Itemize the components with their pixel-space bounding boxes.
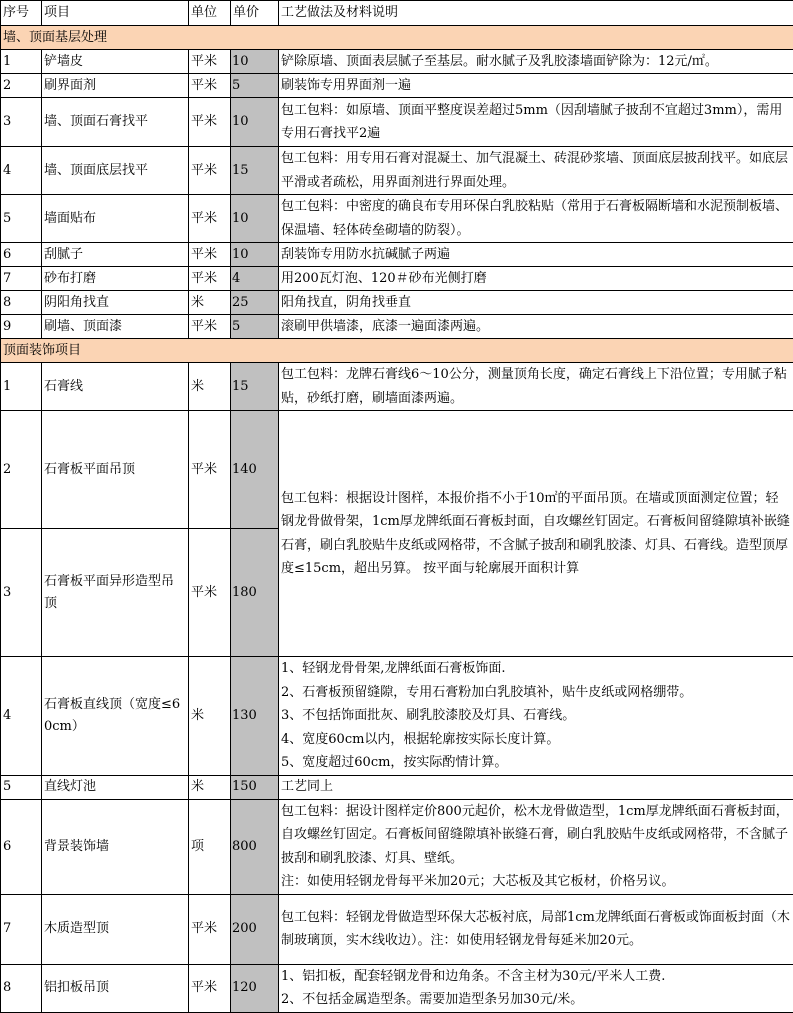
row-item: 墙、顶面底层找平 [42,147,189,195]
row-desc: 用200瓦灯泡、120＃砂布光侧打磨 [279,267,793,291]
desc-line: 2、不包括金属造型条。需要加造型条另加30元/米。 [281,988,791,1012]
row-unit: 平米 [189,98,231,147]
row-item: 直线灯池 [42,775,189,799]
section-title: 顶面装饰项目 [1,339,793,363]
row-desc [279,799,793,894]
row-no: 4 [1,147,42,195]
row-desc: 包工包料：中密度的确良布专用环保白乳胶粘贴（常用于石膏板隔断墙和水泥预制板墙、保温墙、轻体砖垒砌墙的防裂）。 [279,195,793,243]
row-desc: 阳角找直，阴角找垂直 [279,291,793,315]
desc-line: 注：如使用轻钢龙骨每平米加20元；大芯板及其它板材，价格另议。 [281,870,791,894]
row-desc: 包工包料：轻钢龙骨做造型环保大芯板衬底，局部1cm龙牌纸面石膏板或饰面板封面（木制玻璃顶，实木线收边）。注：如使用轻钢龙骨每延米加20元。 [279,894,793,964]
row-price: 140 [231,411,279,529]
table-row [1,267,793,291]
row-price: 10 [231,98,279,147]
row-no: 7 [1,894,42,964]
row-item: 石膏板直线顶（宽度≤60cm） [42,657,189,776]
row-item: 刷界面剂 [42,74,189,98]
row-no: 6 [1,243,42,267]
row-item: 刷墙、顶面漆 [42,315,189,339]
row-item: 铝扣板吊顶 [42,964,189,1012]
header-price: 单价 [231,1,279,26]
table-row [1,195,793,243]
header-no: 序号 [1,1,42,26]
desc-line: 包工包料：据设计图样定价800元起价，松木龙骨做造型，1cm厚龙牌纸面石膏板封面，自攻螺丝钉固定。石膏板间留缝隙填补嵌缝石膏，刷白乳胶贴牛皮纸或网格带，不含腻子披刮和刷乳胶漆、灯具、壁纸。 [281,800,791,871]
row-price: 10 [231,195,279,243]
header-row [1,1,793,26]
row-unit: 平米 [189,243,231,267]
row-unit: 平米 [189,315,231,339]
row-price: 800 [231,799,279,894]
row-item: 石膏板平面吊顶 [42,411,189,529]
row-desc: 包工包料：如原墙、顶面平整度误差超过5mm（因刮墙腻子披刮不宜超过3mm），需用专用石膏找平2遍 [279,98,793,147]
row-item: 砂布打磨 [42,267,189,291]
table-row [1,775,793,799]
row-price: 150 [231,775,279,799]
row-item: 墙面贴布 [42,195,189,243]
table-row [1,363,793,411]
row-price: 10 [231,50,279,74]
row-price: 25 [231,291,279,315]
table-row [1,964,793,1012]
row-price: 120 [231,964,279,1012]
row-no: 8 [1,964,42,1012]
table-row [1,98,793,147]
table-row [1,243,793,267]
table-row [1,50,793,74]
row-item: 石膏板平面异形造型吊顶 [42,529,189,657]
row-desc: 刷装饰专用界面剂一遍 [279,74,793,98]
row-desc-shared: 包工包料：根据设计图样，本报价指不小于10㎡的平面吊顶。在墙或顶面测定位置；轻钢龙骨做骨架，1cm厚龙牌纸面石膏板封面，自攻螺丝钉固定。石膏板间留缝隙填补嵌缝石膏，刷白乳胶贴牛皮纸或网格带，不含腻子披刮和刷乳胶漆、灯具、石膏线。造型顶厚度≤15cm，超出另算。 按平面与轮廓展开面积计算 [279,411,793,657]
row-no: 6 [1,799,42,894]
row-no: 4 [1,657,42,776]
row-price: 15 [231,363,279,411]
row-unit: 平米 [189,50,231,74]
row-no: 9 [1,315,42,339]
row-unit: 米 [189,291,231,315]
table-row [1,657,793,776]
header-item: 项目 [42,1,189,26]
row-price: 15 [231,147,279,195]
row-item: 背景装饰墙 [42,799,189,894]
row-item: 阴阳角找直 [42,291,189,315]
section-header [1,26,793,50]
row-unit: 平米 [189,195,231,243]
row-unit: 平米 [189,74,231,98]
desc-line: 1、轻钢龙骨骨架,龙牌纸面石膏板饰面. [281,657,791,681]
row-desc: 包工包料：龙牌石膏线6～10公分，测量顶角长度，确定石膏线上下沿位置；专用腻子粘贴，砂纸打磨，刷墙面漆两遍。 [279,363,793,411]
desc-line: 2、石膏板预留缝隙，专用石膏粉加白乳胶填补，贴牛皮纸或网格绷带。 [281,681,791,705]
desc-line: 3、不包括饰面批灰、刷乳胶漆胶及灯具、石膏线。 [281,704,791,728]
desc-line: 4、宽度60cm以内，根据轮廓按实际长度计算。 [281,728,791,752]
row-desc: 工艺同上 [279,775,793,799]
row-unit: 平米 [189,267,231,291]
row-desc: 滚刷甲供墙漆，底漆一遍面漆两遍。 [279,315,793,339]
table-row [1,799,793,894]
header-desc: 工艺做法及材料说明 [279,1,793,26]
row-item: 石膏线 [42,363,189,411]
row-no: 2 [1,411,42,529]
row-no: 3 [1,98,42,147]
row-item: 墙、顶面石膏找平 [42,98,189,147]
section-title: 墙、顶面基层处理 [1,26,793,50]
row-no: 5 [1,775,42,799]
table-row [1,74,793,98]
row-price: 5 [231,315,279,339]
row-desc [279,964,793,1012]
row-no: 1 [1,50,42,74]
row-unit: 项 [189,799,231,894]
row-no: 2 [1,74,42,98]
row-unit: 平米 [189,894,231,964]
row-item: 木质造型顶 [42,894,189,964]
row-price: 4 [231,267,279,291]
desc-line: 1、铝扣板，配套轻钢龙骨和边角条。不含主材为30元/平米人工费. [281,965,791,989]
row-unit: 平米 [189,964,231,1012]
table-row [1,147,793,195]
table-row [1,894,793,964]
row-no: 5 [1,195,42,243]
section-header [1,339,793,363]
row-price: 200 [231,894,279,964]
row-unit: 平米 [189,147,231,195]
row-no: 3 [1,529,42,657]
row-unit: 平米 [189,529,231,657]
header-unit: 单位 [189,1,231,26]
row-desc: 刮装饰专用防水抗碱腻子两遍 [279,243,793,267]
row-unit: 米 [189,363,231,411]
row-unit: 米 [189,657,231,776]
row-price: 10 [231,243,279,267]
row-desc [279,657,793,776]
table-row [1,291,793,315]
table-row [1,315,793,339]
row-price: 130 [231,657,279,776]
row-item: 铲墙皮 [42,50,189,74]
row-no: 8 [1,291,42,315]
desc-line: 5、宽度超过60cm，按实际酌情计算。 [281,751,791,775]
table-row [1,411,793,529]
row-price: 180 [231,529,279,657]
row-no: 1 [1,363,42,411]
row-unit: 米 [189,775,231,799]
row-desc: 包工包料：用专用石膏对混凝土、加气混凝土、砖混砂浆墙、顶面底层披刮找平。如底层平滑或者疏松，用界面剂进行界面处理。 [279,147,793,195]
row-desc: 铲除原墙、顶面表层腻子至基层。耐水腻子及乳胶漆墙面铲除为：12元/㎡。 [279,50,793,74]
row-unit: 平米 [189,411,231,529]
row-no: 7 [1,267,42,291]
row-price: 5 [231,74,279,98]
row-item: 刮腻子 [42,243,189,267]
